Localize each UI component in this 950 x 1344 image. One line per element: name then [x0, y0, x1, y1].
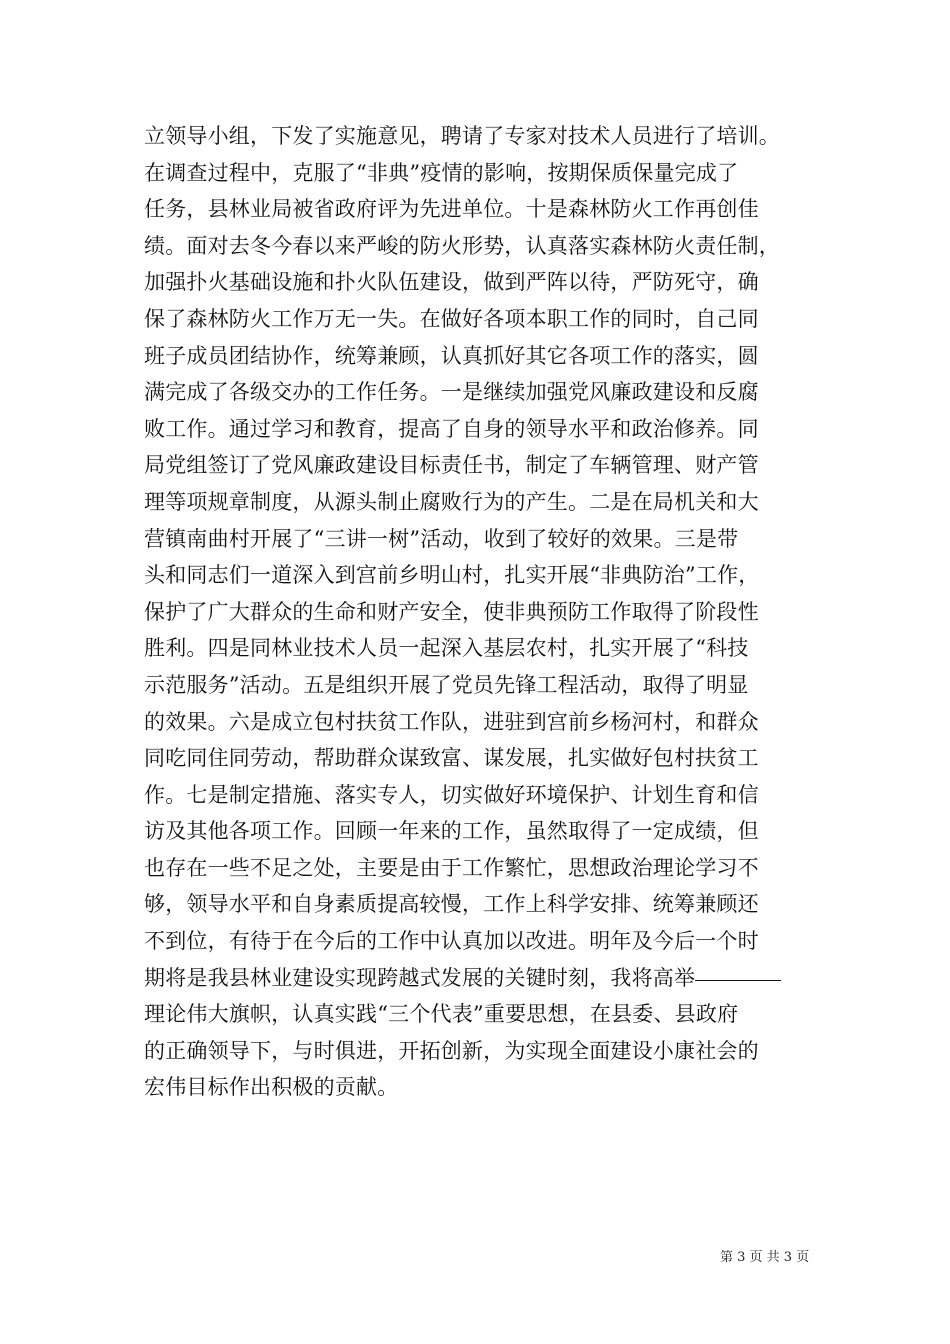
text-line: 绩。面对去冬今春以来严峻的防火形势，认真落实森林防火责任制，	[144, 233, 780, 258]
text-line: 营镇南曲村开展了“三讲一树”活动，收到了较好的效果。三是带	[144, 526, 739, 551]
text-line: 示范服务”活动。五是组织开展了党员先锋工程活动，取得了明显	[144, 672, 749, 697]
text-line: 败工作。通过学习和教育，提高了自身的领导水平和政治修养。同	[144, 416, 759, 441]
text-line: 的正确领导下，与时俱进，开拓创新，为实现全面建设小康社会的	[144, 1038, 759, 1063]
text-line-with-blank	[144, 960, 824, 997]
text-line: 够，领导水平和自身素质提高较慢，工作上科学安排、统筹兼顾还	[144, 892, 759, 917]
text-line: 保护了广大群众的生命和财产安全，使非典预防工作取得了阶段性	[144, 599, 759, 624]
text-line: 理论伟大旗帜，认真实践“三个代表”重要思想，在县委、县政府	[144, 1002, 739, 1027]
text-line: 任务，县林业局被省政府评为先进单位。十是森林防火工作再创佳	[144, 197, 759, 222]
text-line: 局党组签订了党风廉政建设目标责任书，制定了车辆管理、财产管	[144, 453, 759, 478]
text-line: 宏伟目标作出积极的贡献。	[144, 1075, 399, 1100]
text-line: 立领导小组，下发了实施意见，聘请了专家对技术人员进行了培训。	[144, 124, 780, 148]
text-line: 保了森林防火工作万无一失。在做好各项本职工作的同时，自己同	[144, 306, 759, 331]
text-line: 理等项规章制度，从源头制止腐败行为的产生。二是在局机关和大	[144, 489, 759, 514]
text-line: 不到位，有待于在今后的工作中认真加以改进。明年及今后一个时	[144, 929, 759, 954]
text-line: 访及其他各项工作。回顾一年来的工作，虽然取得了一定成绩，但	[144, 819, 759, 844]
text-line: 作。七是制定措施、落实专人，切实做好环境保护、计划生育和信	[144, 782, 759, 807]
text-line: 头和同志们一道深入到宫前乡明山村，扎实开展“非典防治”工作，	[144, 563, 760, 588]
text-line-segment: 期将是我县林业建设实现跨越式发展的关键时刻，我将高举	[144, 965, 696, 990]
text-line: 满完成了各级交办的工作任务。一是继续加强党风廉政建设和反腐	[144, 380, 759, 405]
page-number-footer: 第 3 页 共 3 页	[720, 1250, 810, 1265]
text-line: 胜利。四是同林业技术人员一起深入基层农村，扎实开展了“科技	[144, 636, 749, 661]
body-paragraph	[144, 118, 824, 1106]
text-line: 班子成员团结协作，统筹兼顾，认真抓好其它各项工作的落实，圆	[144, 343, 759, 368]
text-line: 在调查过程中，克服了“非典”疫情的影响，按期保质保量完成了	[144, 160, 739, 185]
text-line: 的效果。六是成立包村扶贫工作队，进驻到宫前乡杨河村，和群众	[144, 709, 759, 734]
fill-in-blank	[695, 979, 781, 981]
text-line: 同吃同住同劳动，帮助群众谋致富、谋发展，扎实做好包村扶贫工	[144, 746, 759, 771]
text-line: 也存在一些不足之处，主要是由于工作繁忙，思想政治理论学习不	[144, 855, 759, 880]
text-line: 加强扑火基础设施和扑火队伍建设，做到严阵以待，严防死守，确	[144, 270, 759, 295]
